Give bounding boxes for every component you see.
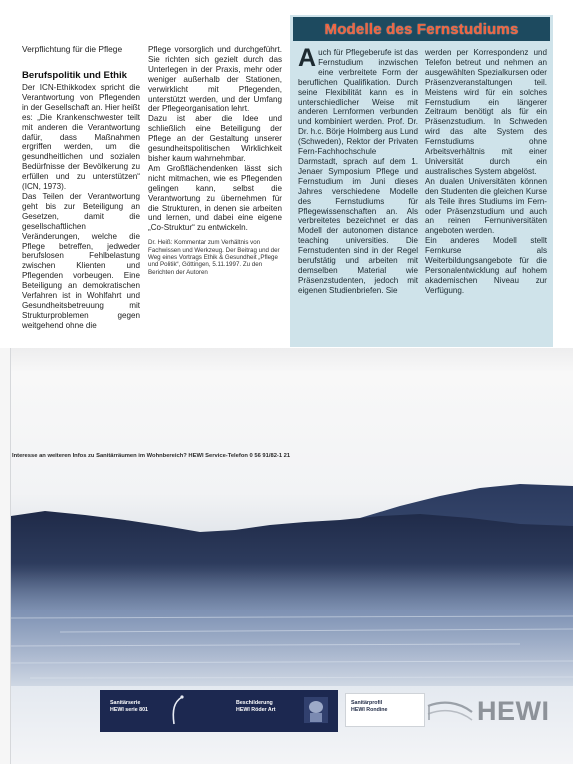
article-paragraph: Pflege vorsorglich und durchgeführt. Sie richten sich gezielt durch das Unterlegen in der Praxis, mehr oder weniger außerhalb der Stationen, verwirklicht mit Pflegenden, unterstützt werden, und der Umfang der Pflegeorganisation lehrt. (148, 45, 282, 114)
product-name: HEWI serie 801 (110, 707, 148, 713)
product-category: Sanitärprofil (351, 700, 383, 706)
product-name: HEWI Rondine (351, 707, 388, 713)
product-3 (351, 700, 388, 714)
towel-rail-icon (425, 698, 475, 728)
product-category: Sanitärserie (110, 700, 141, 706)
product-2-image-icon (300, 693, 334, 729)
article-paragraph: Der ICN-Ethikkodex spricht die Verantwortung von Pflegenden in der Gesellschaft an. Hier heißt es: „Die Krankenschwester teilt mit anderen die Verantwortung dafür, dass Maßnahmen ergriffen werden, um die gesundheitlichen und sozialen Bedürfnisse der Bevölkerung zu erfüllen und zu unterstützen“ (ICN, 1973). (22, 83, 140, 192)
hewi-logo: HEWI (477, 696, 550, 726)
article-paragraph: Dazu ist aber die Idee und schließlich eine Beteiligung der Pflege an der Gestaltung unserer gesundheitspolitischen Wirklichkeit bisher kaum wahrnehmbar. (148, 114, 282, 163)
info-box-paragraph: werden per Korrespondenz und Telefon betreut und nehmen an ausgewählten Spezialkursen oder Präsenzveranstaltungen teil. Meistens wird für ein solches Fernstudium ein längerer Zeitraum benötigt als für ein Präsenzstudium. In Schweden wird das alte System des Fernstudiums ohne Arbeitsverhältnis mit einer Universität durch ein australisches System abgelöst. (425, 48, 547, 176)
article-footnote: Dr. Heiß: Kommentar zum Verhältnis von Fachwissen und Werkzeug. Der Beitrag und der Weg eines Vortrags Ethik & Gesundheit „Pflege und Politik“, Göttingen, 5.11.1997. Zu den Berichten der Autoren (148, 239, 280, 276)
advertisement (0, 348, 573, 764)
product-1 (110, 700, 148, 714)
article-column-1 (22, 83, 140, 347)
product-category: Beschilderung (236, 700, 273, 706)
info-box-paragraph: An dualen Universitäten können den Studenten die gleichen Kurse als Teile ihres Studiums im Fern- oder Präsenzstudium und auch an reinen Fernuniversitäten angeboten werden. (425, 176, 547, 236)
info-box-column-1 (298, 48, 418, 344)
article-top-line: Verpflichtung für die Pflege (22, 44, 123, 54)
service-info-line: Interesse an weiteren Infos zu Sanitärräumen im Wohnbereich? HEWI Service-Telefon 0 56 91/82-1 21 (12, 453, 291, 459)
info-box-title-bar (293, 17, 550, 41)
article-paragraph: Am Großflächendenken lässt sich nicht mitmachen, wie es Pflegenden gelingen kann, selbst die Verantwortung zu übernehmen für die Strukturen, in denen sie arbeiten und lernen, und dabei eine eigene „Co-Struktur“ zu entwickeln. (148, 163, 282, 233)
info-box-title: Modelle des Fernstudiums (324, 20, 519, 38)
product-1-image-icon (164, 694, 188, 728)
article-column-2 (148, 45, 282, 347)
info-box-column-2 (425, 48, 547, 344)
article-paragraph: Das Teilen der Verantwortung geht bis zur Beteiligung an Gesetzen, damit die gesellschaftlichen Veränderungen, welche die Pflege betreffen, jedweder berufslosen Fehlbelastung zwischen Klienten und Pflegenden vorbeugen. Eine Beteiligung an demokratischen Verfahren ist in Wohlfahrt und Gesundheitsbetreuung mit Strukturproblemen gegen weitgehend ohne die (22, 191, 140, 330)
info-box (290, 15, 553, 347)
product-name: HEWI Röder Art (236, 707, 276, 713)
info-box-paragraph: Ein anderes Modell stellt Fernkurse als Weiterbildungsangebote für die Personalentwicklung auf hohem akademischen Niveau zur Verfügung. (425, 236, 547, 295)
product-2 (236, 700, 276, 714)
info-box-paragraph: Auch für Pflegeberufe ist das Fernstudium inzwischen eine verbreitete Form der beruflichen Qualifikation. Durch seine Flexibilität kann es in unterschiedlicher Weise mit anderen Lernformen verbunden und kombiniert werden. Prof. Dr. Dr. h.c. Börje Holmberg aus Lund (Schweden), Rektor der Privaten Fern-Fachhochschule Darmstadt, sprach auf dem 1. Jenaer Symposium Pflege und Fernstudium im Juni dieses Jahres verschiedene Modelle des Fernstudiums für Pflegewissenschaften an. Als verbreitetes bezeichnet er das Modell der autonomen distance teaching universities. Die Fernstudenten sind in der Regel berufstätig und arbeiten mit demselben Material wie Präsenzstudenten, jedoch mit eigenen Studienbriefen. Sie (298, 48, 418, 295)
section-heading: Berufspolitik und Ethik (22, 70, 128, 81)
